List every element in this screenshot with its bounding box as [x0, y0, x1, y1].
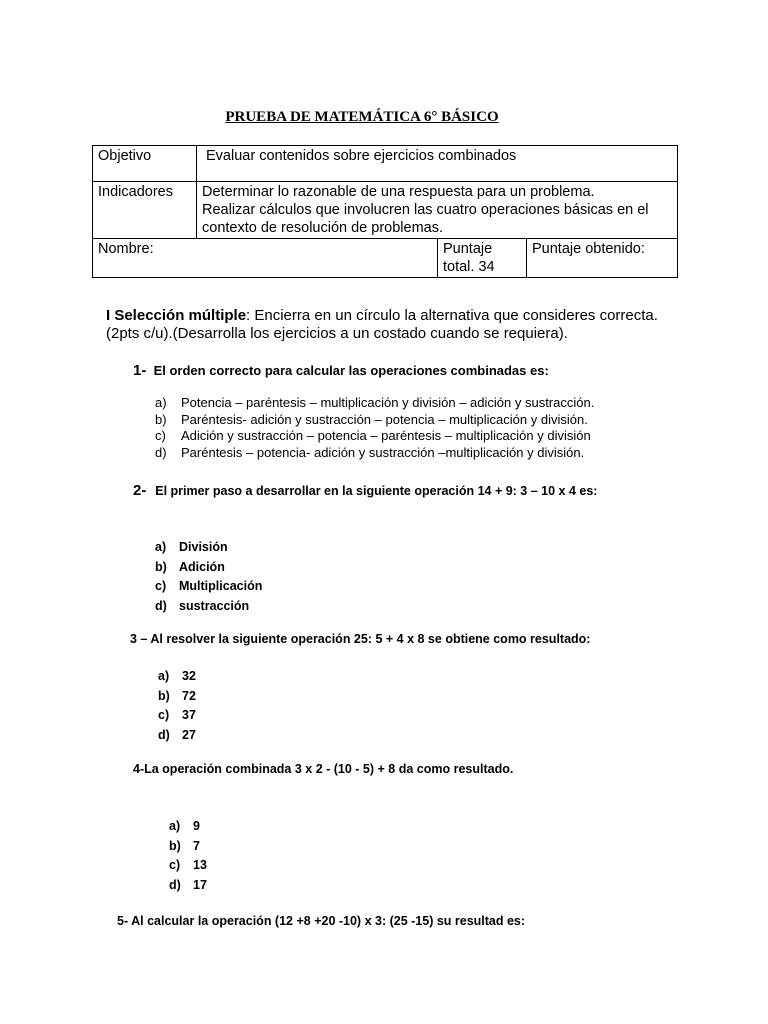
option-item[interactable]: b) Paréntesis- adición y sustracción – potencia – multiplicación y división.: [155, 411, 588, 427]
question-text: El primer paso a desarrollar en la siguiente operación 14 + 9: 3 – 10 x 4 es:: [155, 484, 598, 498]
option-item[interactable]: d) sustracción: [155, 598, 250, 613]
section-instruction-line2: (2pts c/u).(Desarrolla los ejercicios a un costado cuando se requiera).: [106, 325, 568, 342]
info-table: [92, 145, 678, 278]
indicador-line: Determinar lo razonable de una respuesta para un problema.: [202, 184, 595, 200]
indicador-line: contexto de resolución de problemas.: [202, 220, 444, 236]
option-item[interactable]: d) Paréntesis – potencia- adición y sustracción –multiplicación y división.: [155, 444, 585, 460]
option-item[interactable]: b) Adición: [155, 559, 225, 574]
option-item[interactable]: a) 9: [169, 819, 200, 833]
objetivo-label: Objetivo: [93, 146, 197, 182]
puntaje-total-line: total. 34: [443, 259, 495, 275]
puntaje-obtenido: Puntaje obtenido:: [527, 239, 678, 278]
question-4-text: 4-La operación combinada 3 x 2 - (10 - 5) + 8 da como resultado.: [133, 762, 514, 776]
section-instruction: : Encierra en un círculo la alternativa que consideres correcta.: [246, 307, 658, 324]
question-3-options: [158, 667, 196, 745]
question-1-options: [155, 395, 594, 461]
option-item[interactable]: c) Multiplicación: [155, 579, 263, 593]
section-heading: I Selección múltiple: [106, 307, 247, 324]
indicadores-text: [197, 182, 678, 239]
section-instructions: [106, 307, 658, 343]
question-1: [133, 362, 549, 379]
question-5-text: 5- Al calcular la operación (12 +8 +20 -10) x 3: (25 -15) su resultad es:: [117, 914, 526, 928]
question-2: [133, 482, 597, 500]
option-item[interactable]: c) Adición y sustracción – potencia – paréntesis – multiplicación y división: [155, 428, 591, 443]
option-item[interactable]: c) 37: [158, 708, 196, 722]
question-3-text: 3 – Al resolver la siguiente operación 25: 5 + 4 x 8 se obtiene como resultado:: [130, 632, 591, 646]
option-item[interactable]: a) División: [155, 540, 228, 554]
option-item[interactable]: a) 32: [158, 669, 196, 683]
option-item[interactable]: d) 27: [158, 727, 196, 742]
question-number: 2-: [133, 482, 147, 499]
question-2-options: [155, 538, 262, 616]
objetivo-text: Evaluar contenidos sobre ejercicios combinados: [197, 146, 678, 182]
question-text: El orden correcto para calcular las operaciones combinadas es:: [153, 363, 549, 378]
question-number: 1-: [133, 362, 147, 379]
option-item[interactable]: c) 13: [169, 858, 207, 872]
indicador-line: Realizar cálculos que involucren las cuatro operaciones básicas en el: [202, 202, 649, 218]
option-item[interactable]: a) Potencia – paréntesis – multiplicación y división – adición y sustracción.: [155, 395, 595, 410]
option-item[interactable]: d) 17: [169, 877, 207, 892]
nombre-field: Nombre:: [93, 239, 438, 278]
puntaje-total-line: Puntaje: [443, 241, 493, 257]
page-title: PRUEBA DE MATEMÁTICA 6° BÁSICO: [225, 109, 499, 125]
puntaje-total: [438, 239, 527, 278]
indicadores-label: Indicadores: [93, 182, 197, 239]
question-4-options: [169, 817, 207, 895]
option-item[interactable]: b) 7: [169, 838, 200, 853]
option-item[interactable]: b) 72: [158, 688, 196, 703]
